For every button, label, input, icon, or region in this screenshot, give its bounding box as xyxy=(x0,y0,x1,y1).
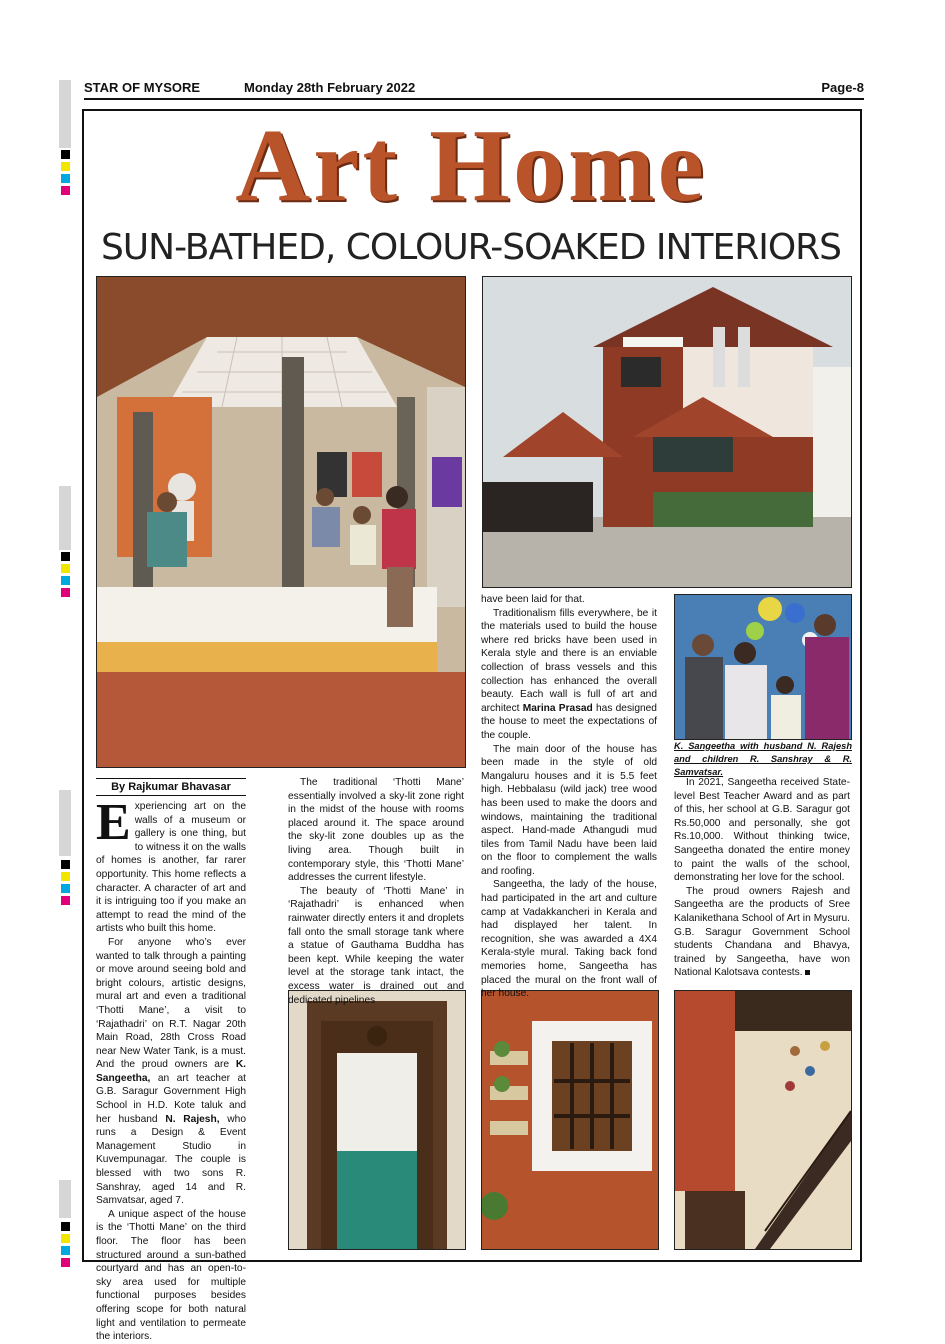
article-column-4 xyxy=(674,776,850,980)
header-rule xyxy=(84,98,864,100)
photo-family xyxy=(674,594,852,740)
end-mark xyxy=(805,970,810,975)
paragraph: In 2021, Sangeetha received State-level Best Teacher Award and as part of this, her school at G.B. Saragur got Rs.50,000 and personally, she got Rs.10,000. Without thinking twice, Sangeetha donated the entire money to paint the walls of the school, demonstrating her love for the school. xyxy=(674,777,850,884)
article-title: Art Home xyxy=(235,108,707,223)
registration-mark xyxy=(61,174,70,183)
print-registration-bar xyxy=(59,1180,71,1218)
photo-courtyard xyxy=(96,276,466,768)
photo-window-wall xyxy=(481,990,659,1250)
paragraph: For anyone who’s ever wanted to talk through a painting or move around seeing bold and bright colours, artistic designs, mural art and even a traditional ‘Thotti Mane’, a visit to ‘Rajathadri’ on R.T. Nagar 20th Main Road, 28th Cross Road near New Water Tank, is a must. And the proud owners are K. Sangeetha, an art teacher at G.B. Saragur Government High School in H.D. Kote taluk and her husband N. Rajesh, who runs a Design & Event Management Studio in Kuvempunagar. The couple is blessed with two sons R. Sanshray, aged 14 and R. Samvatsar, aged 7. xyxy=(96,936,246,1207)
print-registration-bar xyxy=(59,790,71,856)
paragraph: The beauty of ‘Thotti Mane’ in ‘Rajathadri’ is enhanced when rainwater directly enters it and droplets fall onto the small storage tank where a statue of Gauthama Buddha has been kept. While keeping the water level at the storage tank intact, the excess water is drained out and dedicated pipelines xyxy=(288,885,464,1006)
registration-mark xyxy=(61,552,70,561)
article-column-1 xyxy=(96,794,246,1344)
photo-house-exterior xyxy=(482,276,852,588)
paper-name: STAR OF MYSORE xyxy=(84,80,201,95)
registration-mark xyxy=(61,162,70,171)
registration-mark xyxy=(61,1258,70,1267)
registration-mark xyxy=(61,1222,70,1231)
registration-mark xyxy=(61,588,70,597)
registration-mark xyxy=(61,1246,70,1255)
paragraph: Sangeetha, the lady of the house, had participated in the art and culture camp at Vadakkancheri in Kerala and had displayed her talent. In recognition, she was awarded a 4X4 Kerala-style mural. Taking back fond memories home, Sangeetha has placed the mural on the front wall of her house. xyxy=(481,879,657,1000)
print-registration-bar xyxy=(59,486,71,550)
paragraph: The traditional ‘Thotti Mane’ essentially involved a sky-lit zone right in the midst of the house with rooms placed around it. The space around the sky-lit zone doubles up as the living area. Though built in contemporary style, this ‘Thotti Mane’ addresses the current lifestyle. xyxy=(288,777,464,884)
registration-mark xyxy=(61,564,70,573)
photo-caption: K. Sangeetha with husband N. Rajesh and children R. Sanshray & R. Samvatsar. xyxy=(674,741,852,777)
registration-mark xyxy=(61,576,70,585)
print-registration-bar xyxy=(59,80,71,148)
page-header xyxy=(84,80,864,98)
registration-mark xyxy=(61,860,70,869)
article-column-2 xyxy=(288,776,464,1007)
article-column-3 xyxy=(481,593,657,1001)
photo-main-door xyxy=(288,990,466,1250)
byline: By Rajkumar Bhavasar xyxy=(96,778,246,796)
paragraph: have been laid for that. xyxy=(481,594,585,605)
issue-date: Monday 28th February 2022 xyxy=(244,80,416,95)
paragraph: The main door of the house has been made in the style of old Mangaluru houses and it is 5.5 feet high. Hebbalasu (wild jack) tree wood has been used to make the doors and windows, maintaining the traditional aspect. Hand-made Athangudi mud tiles from Tamil Nadu have been laid on the floor to complement the walls and roofing. xyxy=(481,743,657,877)
photo-staircase xyxy=(674,990,852,1250)
paragraph: Experiencing art on the walls of a museum or gallery is one thing, but to witness it on the walls of homes is another, far rarer opportunity. This home reflects a character. A character of art and it is intriguing too if you make an attempt to read the mind of the artists who built this home. xyxy=(96,794,246,935)
page-number: Page-8 xyxy=(821,80,864,95)
article-subtitle: SUN-BATHED, COLOUR-SOAKED INTERIORS xyxy=(100,227,842,268)
paragraph: Traditionalism fills everywhere, be it the materials used to build the house where red bricks have been used in Kerala style and there is an enviable collection of brass vessels and this collection has enhanced the overall beauty. Each wall is full of art and architect Marina Prasad has designed the house to meet the expectations of the couple. xyxy=(481,607,657,741)
paragraph: A unique aspect of the house is the ‘Thotti Mane’ on the third floor. The floor has been structured around a sun-bathed courtyard and has an open-to-sky area used for multiple functional purposes besides offering scope for both natural light and ventilation to permeate the interiors. xyxy=(96,1208,246,1343)
registration-mark xyxy=(61,896,70,905)
registration-mark xyxy=(61,872,70,881)
paragraph: The proud owners Rajesh and Sangeetha are the products of Sree Kalanikethana School of Art in Mysuru. G.B. Saragur Government School students Chandana and Bhavya, trained by Sangeetha, have won National Kalotsava contests. xyxy=(674,885,850,979)
drop-cap: E xyxy=(96,794,131,851)
registration-mark xyxy=(61,186,70,195)
registration-mark xyxy=(61,150,70,159)
registration-mark xyxy=(61,884,70,893)
registration-mark xyxy=(61,1234,70,1243)
